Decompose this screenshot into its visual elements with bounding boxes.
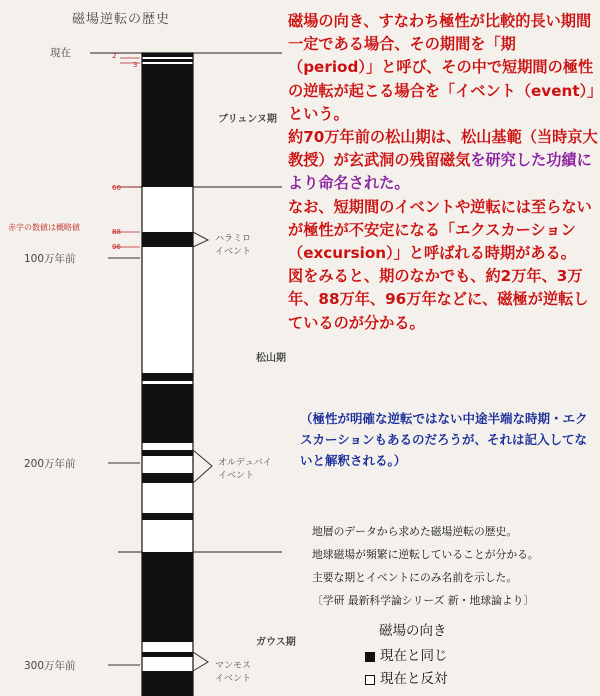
legend-item-same	[365, 645, 448, 668]
event-mammoth-name: マンモス	[215, 661, 252, 671]
period-matuyama: 松山期	[256, 353, 286, 364]
mammoth-bracket	[193, 652, 208, 671]
normal-band-b	[142, 384, 193, 443]
normal-band-e	[142, 671, 193, 696]
explanation-paragraph-2a: 約70万年前の松山期は、松山基範（当時京大教授）が玄武洞の残留磁気	[288, 128, 598, 170]
explanation-paragraph-3: なお、短期間のイベントや逆転には至らないが極性が不安定になる「エクスカーション（excursion）」と呼ばれる時期がある。	[288, 197, 592, 263]
caption-source: 〔学研 最新科学論シリーズ 新・地球論より〕	[312, 594, 535, 607]
label-3ma: 300万年前	[24, 660, 76, 672]
event-olduvai	[218, 457, 272, 483]
olduvai-bracket	[193, 450, 212, 483]
normal-band-brunhes-a	[142, 59, 193, 62]
jaramillo-bracket	[193, 232, 208, 247]
red-values-note: 赤字の数値は概略値	[8, 223, 80, 232]
normal-band-c	[142, 513, 193, 520]
caption-line-2: 地球磁場が頻繁に逆転していることが分かる。	[312, 548, 539, 561]
legend-same-label: 現在と同じ	[380, 648, 448, 664]
normal-band-olduvai-b	[142, 473, 193, 483]
period-gauss: ガウス期	[256, 637, 296, 648]
diagram-title: 磁場逆転の歴史	[72, 12, 171, 27]
normal-band-a	[142, 373, 193, 381]
event-olduvai-name: オルデュバイ	[218, 458, 272, 468]
explanation-paragraph-1: 磁場の向き、すなわち極性が比較的長い期間一定である場合、その期間を「期（period）」と呼び、その中で短期間の極性の逆転が起こる場合を「イベント（event）」という。	[288, 12, 595, 123]
event-mammoth-suffix: イベント	[215, 674, 252, 684]
explanation-paragraph-4: 図をみると、期のなかでも、約2万年、3万年、88万年、96万年などに、磁極が逆転しているのが分かる。	[288, 267, 589, 332]
normal-band-olduvai-a	[142, 450, 193, 456]
legend-opposite-label: 現在と反対	[380, 671, 448, 687]
legend-title: 磁場の向き	[379, 623, 447, 639]
red-number-66: 66	[112, 184, 121, 192]
white-square-icon	[365, 675, 375, 685]
red-number-96: 96	[112, 243, 121, 251]
explanation-note-blue: （極性が明確な逆転ではない中途半端な時期・エクスカーションもあるのだろうが、それは記入してないと解釈される。）	[300, 411, 588, 468]
explanation-paragraph-2b: を研究した功績により命名された。	[288, 151, 592, 193]
event-jaramillo	[215, 233, 251, 259]
caption-line-3: 主要な期とイベントにのみ名前を示した。	[312, 571, 518, 584]
label-1ma: 100万年前	[24, 253, 76, 265]
red-number-2: 2	[112, 52, 117, 60]
caption-line-1: 地層のデータから求めた磁場逆転の歴史。	[312, 525, 518, 538]
normal-band-brunhes-b	[142, 64, 193, 187]
legend	[365, 620, 448, 691]
normal-band-gauss	[142, 552, 193, 642]
normal-band-d	[142, 652, 193, 657]
legend-item-opposite	[365, 668, 448, 691]
figure-caption	[312, 520, 597, 612]
event-jaramillo-name: ハラミロ	[215, 234, 252, 244]
event-olduvai-suffix: イベント	[218, 471, 255, 481]
red-number-88: 88	[112, 228, 121, 236]
label-present: 現在	[50, 47, 71, 59]
event-jaramillo-suffix: イベント	[215, 247, 252, 257]
label-2ma: 200万年前	[24, 458, 76, 470]
normal-band-jaramillo	[142, 232, 193, 247]
red-number-3: 3	[133, 61, 138, 69]
black-square-icon	[365, 652, 375, 662]
explanation-text	[288, 10, 598, 335]
normal-band-brunhes-top	[142, 53, 193, 57]
event-mammoth	[215, 660, 251, 686]
period-brunhes: ブリュンヌ期	[218, 114, 277, 125]
